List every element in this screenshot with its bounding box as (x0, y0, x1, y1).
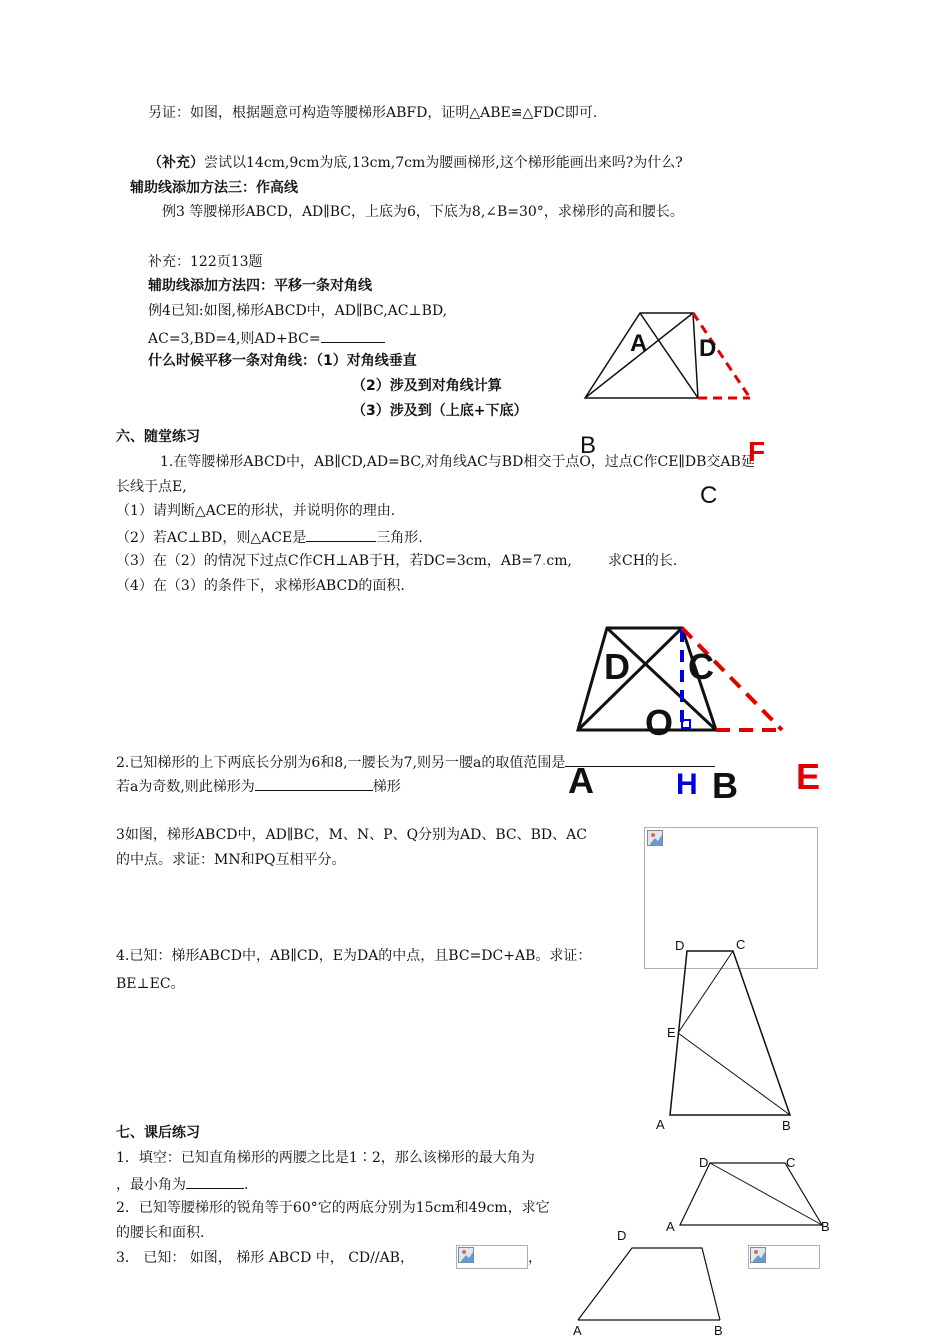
label-F: F (748, 436, 766, 467)
text-line (148, 328, 385, 348)
figure-practice1 (670, 1155, 830, 1235)
text-line-part: 梯形 (372, 779, 401, 795)
text-line: （4）在（3）的条件下，求梯形ABCD的面积. (116, 578, 405, 594)
broken-image-icon (458, 1247, 474, 1263)
text-line: 例3 等腰梯形ABCD，AD∥BC，上底为6，下底为8,∠B=30°，求梯形的高和腰长。 (162, 204, 684, 220)
label-D: D (675, 938, 685, 953)
section-heading: 辅助线添加方法四：平移一条对角线 (148, 278, 372, 294)
text-line: BE⊥EC。 (116, 976, 185, 992)
text-line (116, 776, 401, 796)
text-line: 的中点。求证：MN和PQ互相平分。 (116, 852, 346, 868)
label-A: A (568, 760, 594, 801)
text-line (148, 154, 683, 172)
text-line (116, 527, 423, 547)
text-line: 长线于点E, (116, 479, 187, 495)
answer-blank (306, 527, 376, 542)
label-A: A (573, 1323, 582, 1338)
label-D: D (617, 1228, 627, 1243)
label-B: B (782, 1118, 791, 1133)
text-line: （1）请判断△ACE的形状，并说明你的理由. (116, 503, 396, 519)
supplement-text: 尝试以14cm,9cm为底,13cm,7cm为腰画梯形,这个梯形能画出来吗?为什么? (204, 155, 683, 171)
label-D: D (699, 335, 717, 362)
label-E: E (796, 756, 821, 797)
text-line: 3如图，梯形ABCD中，AD∥BC，M、N、P、Q分别为AD、BC、BD、AC (116, 827, 587, 843)
text-line: （2）涉及到对角线计算 (352, 378, 502, 394)
answer-blank (255, 776, 373, 791)
label-B: B (714, 1323, 723, 1338)
label-B: B (712, 765, 738, 806)
text-line: 1．填空：已知直角梯形的两腰之比是1∶2，那么该梯形的最大角为 (116, 1150, 535, 1166)
text-line (116, 752, 715, 772)
text-line: 的腰长和面积. (116, 1225, 205, 1241)
text-line: 例4已知:如图,梯形ABCD中，AD∥BC,AC⊥BD, (148, 303, 448, 319)
answer-blank (321, 328, 385, 343)
label-E: E (667, 1025, 676, 1040)
section-heading: 六、随堂练习 (116, 429, 200, 445)
text-line: 1.在等腰梯形ABCD中，AB∥CD,AD=BC,对角线AC与BD相交于点O，过点C作CE∥DB交AB延 (160, 454, 755, 470)
text-line: 补充：122页13题 (148, 254, 263, 270)
text-line-part: 求CH的长. (607, 553, 678, 569)
label-A: A (630, 330, 648, 357)
broken-image-icon (647, 830, 663, 846)
text-line-part: AC=3,BD=4,则AD+BC= (148, 331, 321, 347)
label-D: D (699, 1155, 709, 1170)
label-H: H (676, 768, 698, 801)
text-line-part: （3）在（2）的情况下过点C作CH⊥AB于H，若DC=3cm，AB=7 (116, 553, 542, 569)
label-O: O (645, 702, 674, 743)
text-line: （3）在（2）的情况下过点C作CH⊥AB于H，若DC=3cm，AB=7.cm, 求CH的长. (116, 553, 678, 569)
section-heading: 辅助线添加方法三：作高线 (130, 180, 298, 196)
broken-image-icon (750, 1247, 766, 1263)
figure-example4 (580, 305, 780, 410)
text-line-part: 三角形. (376, 530, 423, 546)
answer-blank (186, 1174, 244, 1189)
label-A: A (666, 1219, 675, 1234)
text-line: （3）涉及到（上底+下底） (352, 403, 528, 419)
label-C: C (786, 1155, 796, 1170)
label-C: C (688, 646, 714, 687)
text-line: 2．已知等腰梯形的锐角等于60°它的两底分别为15cm和49cm，求它 (116, 1200, 550, 1216)
text-line (116, 1174, 248, 1194)
text-line: 3． 已知： 如图， 梯形 ABCD 中， CD//AB， (116, 1250, 414, 1266)
label-D: D (604, 646, 630, 687)
label-C: C (700, 482, 718, 509)
text-line: 另证：如图，根据题意可构造等腰梯形ABFD，证明△ABE≌△FDC即可. (148, 105, 598, 121)
text-line-part: cm, (546, 553, 572, 569)
text-line-part: 若a为奇数,则此梯形为 (116, 779, 255, 795)
label-B: B (821, 1219, 830, 1234)
label-B: B (580, 432, 597, 459)
text-line: 4.已知：梯形ABCD中，AB∥CD，E为DA的中点，且BC=DC+AB。求证： (116, 948, 592, 964)
text-line-part: 2.已知梯形的上下两底长分别为6和8,一腰长为7,则另一腰a的取值范围是 (116, 755, 566, 771)
text-line-part: （2）若AC⊥BD，则△ACE是 (116, 530, 307, 546)
label-C: C (736, 937, 746, 952)
label-A: A (656, 1117, 665, 1132)
figure-practice3 (570, 1240, 730, 1340)
text-line: ， (528, 1250, 542, 1266)
figure-exercise4 (660, 940, 800, 1120)
text-line-part: ，最小角为 (116, 1177, 186, 1193)
section-heading: 七、课后练习 (116, 1125, 200, 1141)
supplement-label: （补充） (148, 155, 204, 171)
text-line-part: . (244, 1177, 249, 1193)
text-line: 什么时候平移一条对角线：（1）对角线垂直 (148, 353, 417, 369)
